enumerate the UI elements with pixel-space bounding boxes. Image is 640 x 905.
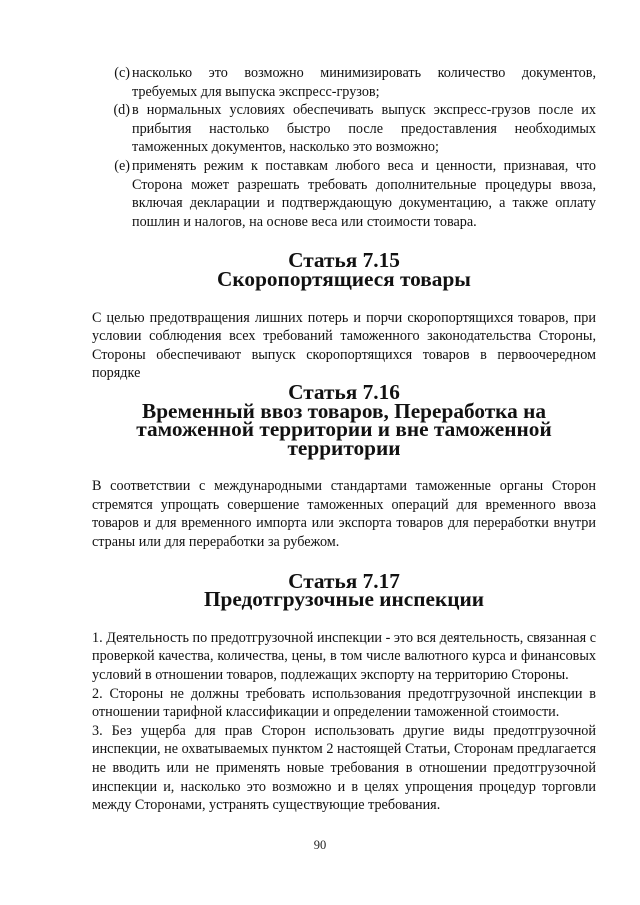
list-item-text: в нормальных условиях обеспечивать выпуск экспресс-грузов после их прибытия настолько быстро после предоставления необходимых таможенных документов, насколько это возможно; [132, 102, 596, 156]
list-item-text: насколько это возможно минимизировать количество документов, требуемых для выпуска экспресс-грузов; [132, 65, 596, 100]
article-number: Статья 7.17 [288, 568, 400, 593]
page-content [92, 64, 596, 815]
article-7-17-paragraph-2: 2. Стороны не должны требовать использования предотгрузочной инспекции в отношении тарифной классификации и определении таможенной стоимости. [92, 685, 596, 721]
article-7-17-paragraph-3: 3. Без ущерба для прав Сторон использовать другие виды предотгрузочной инспекции, не охватываемых пунктом 2 настоящей Статьи, Сторонам предлагается не вводить или не применять новые требования в отношении предотгрузочной инспекции и, насколько это возможно и в целях упрощения процедур торговли между Сторонами, устранять существующие требования. [92, 722, 596, 814]
list-marker: (c) [114, 65, 130, 81]
article-title: Временный ввоз товаров, Переработка на таможенной территории и вне таможенной территории [136, 398, 552, 460]
article-number: Статья 7.15 [288, 248, 400, 273]
spacer [92, 457, 596, 477]
article-title: Предотгрузочные инспекции [203, 587, 485, 612]
list-marker: (d) [113, 102, 130, 119]
article-7-17-paragraph-1: 1. Деятельность по предотгрузочной инспекции - это вся деятельность, связанная с проверкой качества, количества, цены, в том числе валютного курса и финансовых условий в отношении товаров, подлежащих экспорту на территорию Стороны. [92, 629, 596, 684]
list-item-c [92, 64, 596, 101]
express-cargo-list [92, 64, 596, 231]
spacer [92, 609, 596, 629]
article-title: Скоропортящиеся товары [217, 266, 471, 291]
article-7-16-paragraph: В соответствии с международными стандартами таможенные органы Сторон стремятся упрощать совершение таможенных операций для временного ввоза товаров и для временного импорта или экспорта товаров для переработки внутри страны или для переработки за рубежом. [92, 478, 596, 551]
list-item-e [92, 157, 596, 231]
spacer [92, 289, 596, 309]
article-7-17-heading [92, 568, 596, 612]
article-number: Статья 7.16 [288, 379, 400, 404]
list-marker: (e) [114, 157, 130, 174]
page-number: 90 [313, 838, 327, 852]
article-7-15-heading [92, 248, 596, 291]
article-7-16-heading [92, 379, 596, 460]
list-item-d [92, 101, 596, 157]
article-7-15-paragraph: С целью предотвращения лишних потерь и порчи скоропортящихся товаров, при условии соблюдения всех требований таможенного законодательства Стороны, Стороны обеспечивают выпуск скоропортящихся товаров в первоочередном порядке [92, 309, 596, 382]
list-item-text: применять режим к поставкам любого веса и ценности, признавая, что Сторона может разрешать требовать дополнительные процедуры ввоза, включая декларации и подтверждающую документацию, а также оплату пошлин и налогов, на основе веса или стоимости товара. [132, 157, 596, 230]
